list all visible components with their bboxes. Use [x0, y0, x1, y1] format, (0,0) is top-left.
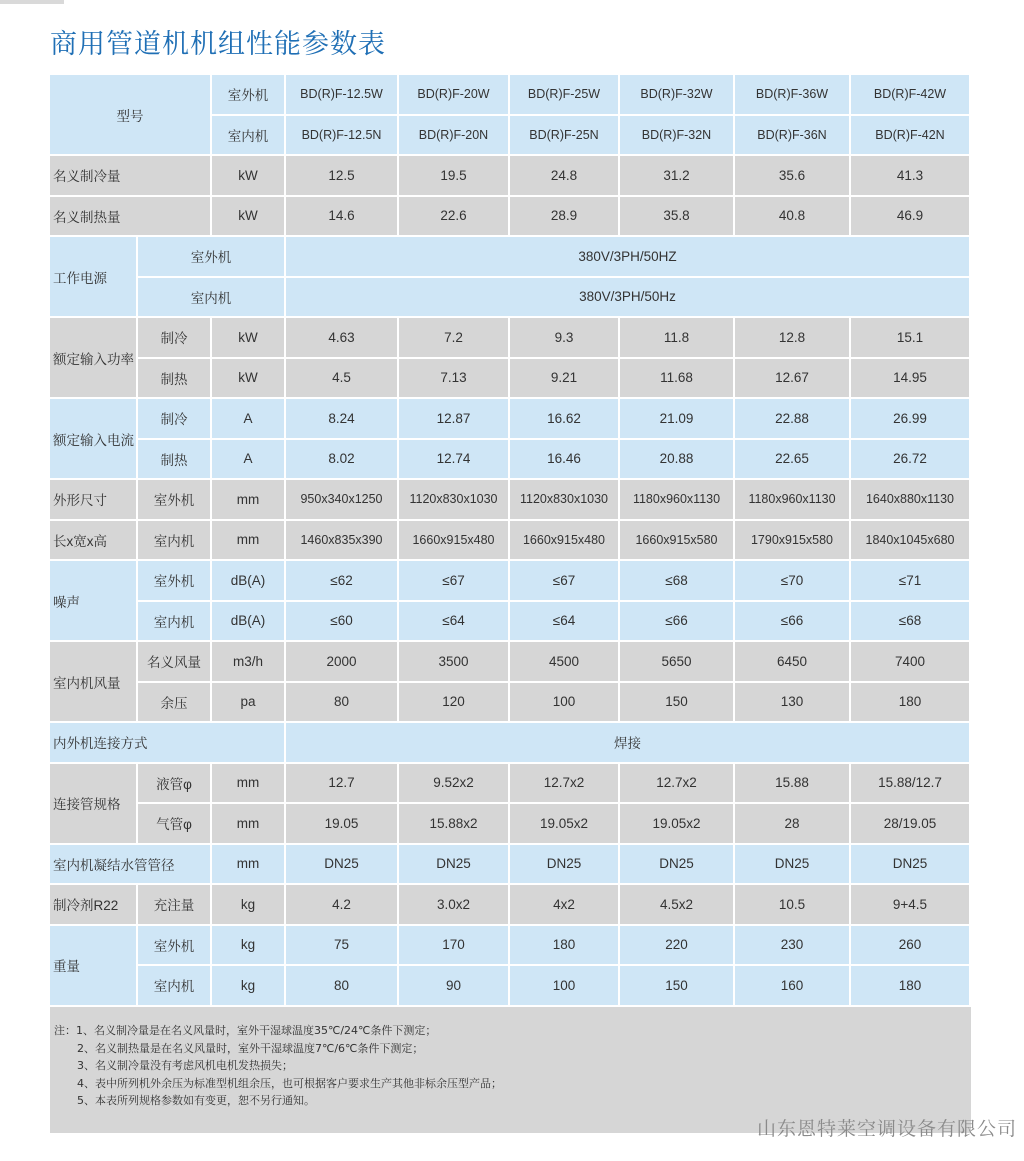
dimensions-label: 外形尺寸	[50, 480, 138, 521]
note-line: 4、表中所列机外余压为标准型机组余压，也可根据客户要求生产其他非标余压型产品；	[77, 1076, 502, 1090]
input-current-cool-value: 16.62	[510, 399, 620, 440]
weight-indoor-value: 160	[735, 966, 851, 1007]
input-power-cool-value: 9.3	[510, 318, 620, 359]
noise-outdoor-value: ≤70	[735, 561, 851, 602]
dimensions-indoor-value: 1460x835x390	[286, 521, 399, 562]
airflow-pressure-value: 120	[399, 683, 510, 724]
input-current-heat-value: 26.72	[851, 440, 971, 481]
drain-value: DN25	[286, 845, 399, 886]
pipes-liquid-value: 15.88/12.7	[851, 764, 971, 805]
heating-value: 40.8	[735, 197, 851, 238]
weight-indoor-value: 150	[620, 966, 735, 1007]
airflow-flow-value: 6450	[735, 642, 851, 683]
dimensions-outdoor-value: 1180x960x1130	[620, 480, 735, 521]
input-current-heat-label: 制热	[138, 440, 212, 481]
heating-value: 14.6	[286, 197, 399, 238]
input-power-cool-value: 11.8	[620, 318, 735, 359]
pipes-liquid-value: 12.7x2	[510, 764, 620, 805]
row-noise-outdoor	[50, 561, 971, 602]
airflow-flow-value: 4500	[510, 642, 620, 683]
input-power-heat-value: 12.67	[735, 359, 851, 400]
weight-indoor-value: 90	[399, 966, 510, 1007]
airflow-flow-value: 5650	[620, 642, 735, 683]
indoor-model: BD(R)F-36N	[735, 116, 851, 157]
cooling-value: 41.3	[851, 156, 971, 197]
dimensions-outdoor-value: 950x340x1250	[286, 480, 399, 521]
indoor-label: 室内机	[212, 116, 286, 157]
cooling-value: 19.5	[399, 156, 510, 197]
row-refrigerant	[50, 885, 971, 926]
input-current-cool-value: 22.88	[735, 399, 851, 440]
drain-value: DN25	[851, 845, 971, 886]
noise-outdoor-label: 室外机	[138, 561, 212, 602]
noise-indoor-value: ≤66	[620, 602, 735, 643]
weight-unit: kg	[212, 966, 286, 1007]
note-line: 2、名义制热量是在名义风量时，室外干湿球温度7℃/6℃条件下测定；	[77, 1041, 424, 1055]
weight-outdoor-value: 260	[851, 926, 971, 967]
dimensions-outdoor-value: 1640x880x1130	[851, 480, 971, 521]
input-current-cool-label: 制冷	[138, 399, 212, 440]
outdoor-model: BD(R)F-36W	[735, 75, 851, 116]
dimensions-indoor-label: 室内机	[138, 521, 212, 562]
pipes-gas-value: 15.88x2	[399, 804, 510, 845]
weight-indoor-value: 180	[851, 966, 971, 1007]
noise-indoor-value: ≤60	[286, 602, 399, 643]
company-name: 山东恩特莱空调设备有限公司	[756, 1118, 1017, 1140]
pipes-gas-value: 19.05	[286, 804, 399, 845]
weight-outdoor-label: 室外机	[138, 926, 212, 967]
weight-label: 重量	[50, 926, 138, 1007]
cooling-value: 24.8	[510, 156, 620, 197]
dimensions-indoor-value: 1790x915x580	[735, 521, 851, 562]
input-power-cool-label: 制冷	[138, 318, 212, 359]
input-power-heat-label: 制热	[138, 359, 212, 400]
row-input-power-heat	[50, 359, 971, 400]
weight-outdoor-value: 170	[399, 926, 510, 967]
pipes-gas-value: 19.05x2	[510, 804, 620, 845]
row-drain-pipe	[50, 845, 971, 886]
row-power-outdoor	[50, 237, 971, 278]
cooling-value: 12.5	[286, 156, 399, 197]
heating-value: 28.9	[510, 197, 620, 238]
outdoor-label: 室外机	[212, 75, 286, 116]
indoor-model: BD(R)F-42N	[851, 116, 971, 157]
top-edge-mark	[0, 0, 64, 4]
input-current-heat-value: 16.46	[510, 440, 620, 481]
row-weight-indoor	[50, 966, 971, 1007]
outdoor-model: BD(R)F-32W	[620, 75, 735, 116]
noise-label: 噪声	[50, 561, 138, 642]
pipes-label: 连接管规格	[50, 764, 138, 845]
input-current-unit: A	[212, 440, 286, 481]
noise-outdoor-value: ≤62	[286, 561, 399, 602]
outdoor-model: BD(R)F-20W	[399, 75, 510, 116]
noise-indoor-label: 室内机	[138, 602, 212, 643]
noise-indoor-value: ≤66	[735, 602, 851, 643]
airflow-flow-label: 名义风量	[138, 642, 212, 683]
noise-indoor-value: ≤64	[510, 602, 620, 643]
indoor-model: BD(R)F-32N	[620, 116, 735, 157]
input-current-unit: A	[212, 399, 286, 440]
drain-unit: mm	[212, 845, 286, 886]
input-power-heat-value: 11.68	[620, 359, 735, 400]
weight-indoor-value: 100	[510, 966, 620, 1007]
refrigerant-label: 制冷剂R22	[50, 885, 138, 926]
refrigerant-unit: kg	[212, 885, 286, 926]
pipes-liquid-value: 12.7x2	[620, 764, 735, 805]
row-dimensions-indoor	[50, 521, 971, 562]
input-current-heat-value: 22.65	[735, 440, 851, 481]
noise-outdoor-value: ≤71	[851, 561, 971, 602]
input-current-cool-value: 8.24	[286, 399, 399, 440]
cooling-unit: kW	[212, 156, 286, 197]
power-outdoor-value: 380V/3PH/50HZ	[286, 237, 971, 278]
input-power-heat-value: 7.13	[399, 359, 510, 400]
pipes-unit: mm	[212, 804, 286, 845]
dimensions-unit: mm	[212, 480, 286, 521]
note-line: 5、本表所列规格参数如有变更，恕不另行通知。	[77, 1094, 315, 1107]
row-airflow	[50, 642, 971, 683]
airflow-flow-value: 2000	[286, 642, 399, 683]
airflow-pressure-value: 180	[851, 683, 971, 724]
heating-unit: kW	[212, 197, 286, 238]
weight-outdoor-value: 230	[735, 926, 851, 967]
outdoor-model: BD(R)F-42W	[851, 75, 971, 116]
input-power-cool-value: 12.8	[735, 318, 851, 359]
airflow-flow-value: 7400	[851, 642, 971, 683]
drain-value: DN25	[735, 845, 851, 886]
weight-outdoor-value: 75	[286, 926, 399, 967]
dimensions-unit: mm	[212, 521, 286, 562]
airflow-pressure-value: 100	[510, 683, 620, 724]
row-power-indoor	[50, 278, 971, 319]
note-line: 注：1、名义制冷量是在名义风量时，室外干湿球温度35℃/24℃条件下测定；	[54, 1024, 437, 1037]
input-power-unit: kW	[212, 318, 286, 359]
input-power-unit: kW	[212, 359, 286, 400]
weight-unit: kg	[212, 926, 286, 967]
airflow-pressure-value: 130	[735, 683, 851, 724]
pipes-liquid-value: 12.7	[286, 764, 399, 805]
noise-outdoor-value: ≤67	[510, 561, 620, 602]
page-title: 商用管道机机组性能参数表	[50, 29, 386, 60]
pipes-gas-value: 28	[735, 804, 851, 845]
input-current-heat-value: 8.02	[286, 440, 399, 481]
cooling-value: 31.2	[620, 156, 735, 197]
noise-unit: dB(A)	[212, 602, 286, 643]
indoor-model: BD(R)F-20N	[399, 116, 510, 157]
dimensions-outdoor-label: 室外机	[138, 480, 212, 521]
row-outdoor-model	[50, 75, 971, 116]
power-indoor-label: 室内机	[138, 278, 286, 319]
spec-table	[50, 75, 971, 1007]
input-power-heat-value: 4.5	[286, 359, 399, 400]
pipes-gas-label: 气管φ	[138, 804, 212, 845]
indoor-model: BD(R)F-25N	[510, 116, 620, 157]
dimensions-outdoor-value: 1120x830x1030	[399, 480, 510, 521]
refrigerant-value: 3.0x2	[399, 885, 510, 926]
row-connection-method	[50, 723, 971, 764]
pipes-liquid-value: 15.88	[735, 764, 851, 805]
connection-label: 内外机连接方式	[50, 723, 286, 764]
row-input-current-heat	[50, 440, 971, 481]
cooling-value: 35.6	[735, 156, 851, 197]
airflow-flow-unit: m3/h	[212, 642, 286, 683]
heating-value: 35.8	[620, 197, 735, 238]
pipes-unit: mm	[212, 764, 286, 805]
dimensions-indoor-value: 1660x915x580	[620, 521, 735, 562]
row-gas-pipe	[50, 804, 971, 845]
dimensions-indoor-value: 1840x1045x680	[851, 521, 971, 562]
weight-indoor-value: 80	[286, 966, 399, 1007]
input-current-heat-value: 20.88	[620, 440, 735, 481]
pipes-gas-value: 19.05x2	[620, 804, 735, 845]
dimensions-indoor-value: 1660x915x480	[399, 521, 510, 562]
refrigerant-sub-label: 充注量	[138, 885, 212, 926]
noise-outdoor-value: ≤68	[620, 561, 735, 602]
cooling-label: 名义制冷量	[50, 156, 212, 197]
refrigerant-value: 10.5	[735, 885, 851, 926]
power-indoor-value: 380V/3PH/50Hz	[286, 278, 971, 319]
input-power-cool-value: 4.63	[286, 318, 399, 359]
weight-indoor-label: 室内机	[138, 966, 212, 1007]
row-liquid-pipe	[50, 764, 971, 805]
indoor-model: BD(R)F-12.5N	[286, 116, 399, 157]
noise-indoor-value: ≤64	[399, 602, 510, 643]
airflow-flow-value: 3500	[399, 642, 510, 683]
drain-label: 室内机凝结水管管径	[50, 845, 212, 886]
drain-value: DN25	[620, 845, 735, 886]
input-power-cool-value: 15.1	[851, 318, 971, 359]
dimensions-indoor-value: 1660x915x480	[510, 521, 620, 562]
input-power-label: 额定输入功率	[50, 318, 138, 399]
outdoor-model: BD(R)F-12.5W	[286, 75, 399, 116]
pipes-gas-value: 28/19.05	[851, 804, 971, 845]
airflow-pressure-value: 80	[286, 683, 399, 724]
row-noise-indoor	[50, 602, 971, 643]
drain-value: DN25	[399, 845, 510, 886]
dimensions-outdoor-value: 1180x960x1130	[735, 480, 851, 521]
input-power-cool-value: 7.2	[399, 318, 510, 359]
connection-value: 焊接	[286, 723, 971, 764]
airflow-label: 室内机风量	[50, 642, 138, 723]
pipes-liquid-label: 液管φ	[138, 764, 212, 805]
outdoor-model: BD(R)F-25W	[510, 75, 620, 116]
noise-unit: dB(A)	[212, 561, 286, 602]
input-power-heat-value: 9.21	[510, 359, 620, 400]
airflow-pressure-unit: pa	[212, 683, 286, 724]
refrigerant-value: 9+4.5	[851, 885, 971, 926]
refrigerant-value: 4x2	[510, 885, 620, 926]
row-cooling-capacity	[50, 156, 971, 197]
power-outdoor-label: 室外机	[138, 237, 286, 278]
heating-value: 46.9	[851, 197, 971, 238]
row-heating-capacity	[50, 197, 971, 238]
refrigerant-value: 4.5x2	[620, 885, 735, 926]
input-current-cool-value: 12.87	[399, 399, 510, 440]
heating-value: 22.6	[399, 197, 510, 238]
airflow-pressure-label: 余压	[138, 683, 212, 724]
input-power-heat-value: 14.95	[851, 359, 971, 400]
input-current-cool-value: 26.99	[851, 399, 971, 440]
dimensions-sub-label: 长x宽x高	[50, 521, 138, 562]
airflow-pressure-value: 150	[620, 683, 735, 724]
refrigerant-value: 4.2	[286, 885, 399, 926]
dimensions-outdoor-value: 1120x830x1030	[510, 480, 620, 521]
input-current-heat-value: 12.74	[399, 440, 510, 481]
weight-outdoor-value: 180	[510, 926, 620, 967]
noise-indoor-value: ≤68	[851, 602, 971, 643]
heating-label: 名义制热量	[50, 197, 212, 238]
power-supply-label: 工作电源	[50, 237, 138, 318]
drain-value: DN25	[510, 845, 620, 886]
weight-outdoor-value: 220	[620, 926, 735, 967]
row-external-pressure	[50, 683, 971, 724]
note-line: 3、名义制冷量没有考虑风机电机发热损失；	[77, 1059, 293, 1072]
row-weight-outdoor	[50, 926, 971, 967]
row-input-power-cool	[50, 318, 971, 359]
model-label: 型号	[50, 75, 212, 156]
noise-outdoor-value: ≤67	[399, 561, 510, 602]
pipes-liquid-value: 9.52x2	[399, 764, 510, 805]
row-input-current-cool	[50, 399, 971, 440]
input-current-cool-value: 21.09	[620, 399, 735, 440]
row-dimensions-outdoor	[50, 480, 971, 521]
input-current-label: 额定输入电流	[50, 399, 138, 480]
